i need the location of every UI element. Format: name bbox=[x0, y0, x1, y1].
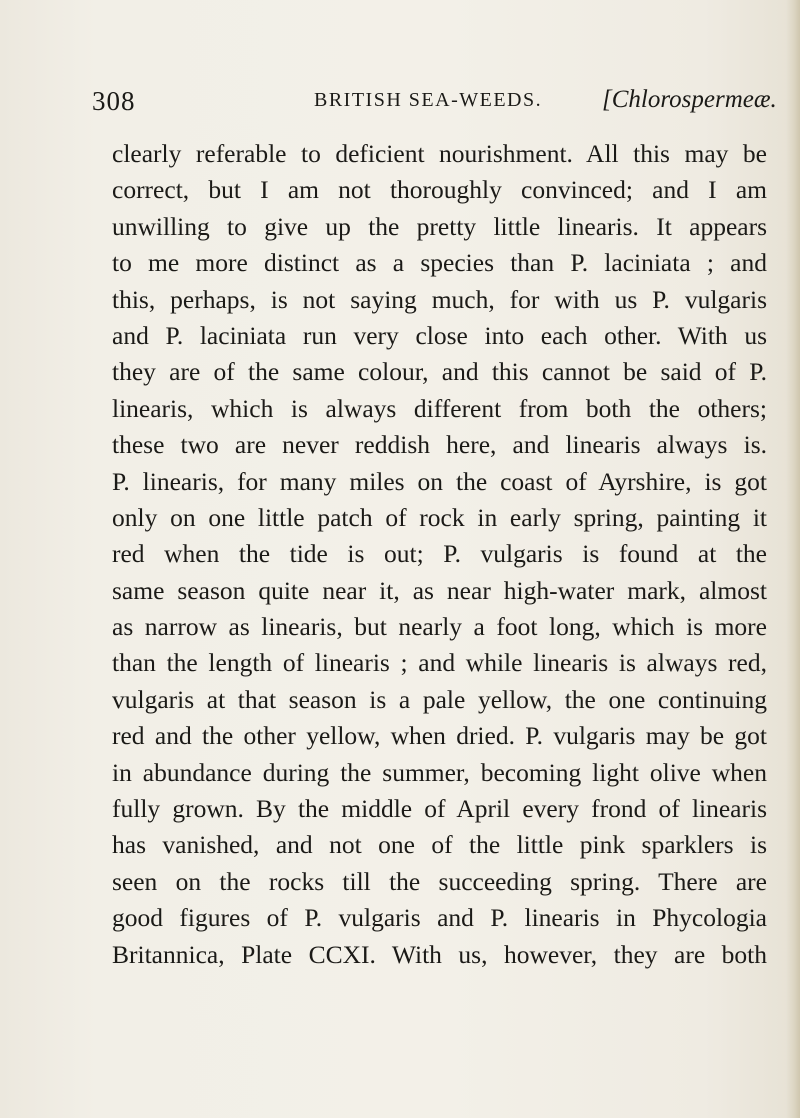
text-line: seen on the rocks till the succeeding spring. There are bbox=[112, 866, 767, 896]
text-line: these two are never reddish here, and linearis always is. bbox=[112, 430, 767, 460]
section-reference: [Chlorospermeæ. bbox=[602, 86, 777, 113]
text-line: vulgaris at that season is a pale yellow, the one continuing bbox=[112, 684, 767, 714]
page-edge-shadow bbox=[786, 0, 800, 1118]
text-line: fully grown. By the middle of April every frond of linearis bbox=[112, 794, 767, 824]
text-line: as narrow as linearis, but nearly a foot long, which is more bbox=[112, 612, 767, 642]
text-line: this, perhaps, is not saying much, for with us P. vulgaris bbox=[112, 284, 767, 314]
text-line: good figures of P. vulgaris and P. linearis in Phycologia bbox=[112, 903, 767, 933]
text-line: Britannica, Plate CCXI. With us, however, they are both bbox=[112, 939, 767, 969]
text-line: they are of the same colour, and this cannot be said of P. bbox=[112, 357, 767, 387]
text-line: unwilling to give up the pretty little linearis. It appears bbox=[112, 211, 767, 241]
text-line: only on one little patch of rock in early spring, painting it bbox=[112, 502, 767, 532]
page-header bbox=[92, 80, 777, 120]
text-line: to me more distinct as a species than P. laciniata ; and bbox=[112, 248, 767, 278]
text-line: has vanished, and not one of the little pink sparklers is bbox=[112, 830, 767, 860]
text-line: and P. laciniata run very close into each other. With us bbox=[112, 320, 767, 350]
text-line: than the length of linearis ; and while linearis is always red, bbox=[112, 648, 767, 678]
text-line: red when the tide is out; P. vulgaris is found at the bbox=[112, 539, 767, 569]
text-line: in abundance during the summer, becoming light olive when bbox=[112, 757, 767, 787]
text-line: P. linearis, for many miles on the coast of Ayrshire, is got bbox=[112, 466, 767, 496]
text-line: red and the other yellow, when dried. P. vulgaris may be got bbox=[112, 721, 767, 751]
running-head: BRITISH SEA-WEEDS. bbox=[314, 89, 543, 111]
text-line: clearly referable to deficient nourishment. All this may be bbox=[112, 139, 767, 168]
text-line: linearis, which is always different from both the others; bbox=[112, 393, 767, 423]
page-number: 308 bbox=[92, 86, 136, 116]
text-line: same season quite near it, as near high-water mark, almost bbox=[112, 575, 767, 605]
body-text bbox=[112, 136, 767, 973]
text-line: correct, but I am not thoroughly convinced; and I am bbox=[112, 175, 767, 205]
